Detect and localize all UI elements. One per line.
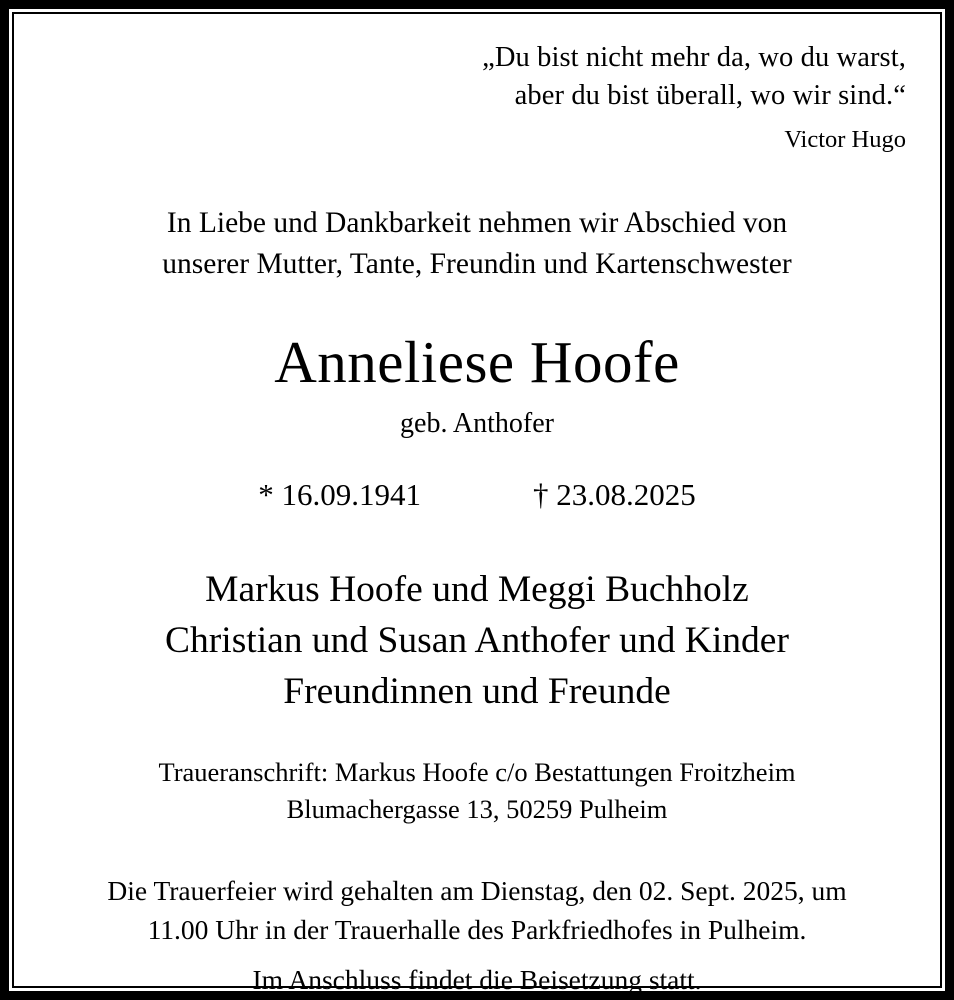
address-line-1: Traueranschrift: Markus Hoofe c/o Bestattungen Froitzheim <box>158 757 796 787</box>
death-date: † 23.08.2025 <box>533 477 696 512</box>
ceremony-line-1: Die Trauerfeier wird gehalten am Dienstag, den 02. Sept. 2025, um <box>107 875 847 906</box>
address-line-2: Blumachergasse 13, 50259 Pulheim <box>286 794 668 824</box>
quote-line-1: „Du bist nicht mehr da, wo du warst, <box>482 42 906 73</box>
mourning-address-block <box>40 754 914 828</box>
survivor-line-1: Markus Hoofe und Meggi Buchholz <box>205 569 749 610</box>
deceased-maiden-name: geb. Anthofer <box>400 408 554 439</box>
deceased-name-block <box>40 328 914 444</box>
birth-date: * 16.09.1941 <box>258 477 421 512</box>
ceremony-details-block <box>40 871 914 999</box>
quote-line-2: aber du bist überall, wo wir sind.“ <box>514 80 906 111</box>
life-dates-block <box>40 474 914 516</box>
intro-line-2: unserer Mutter, Tante, Freundin und Kartenschwester <box>162 248 792 280</box>
intro-block <box>40 203 914 285</box>
quote-author: Victor Hugo <box>784 126 906 153</box>
ceremony-line-3: Im Anschluss findet die Beisetzung statt. <box>252 964 702 995</box>
quote-block <box>40 14 914 158</box>
survivor-line-3: Freundinnen und Freunde <box>283 671 671 712</box>
survivor-line-2: Christian und Susan Anthofer und Kinder <box>165 620 789 661</box>
ceremony-line-2: 11.00 Uhr in der Trauerhalle des Parkfriedhofes in Pulheim. <box>147 914 807 945</box>
deceased-name: Anneliese Hoofe <box>274 329 680 395</box>
intro-line-1: In Liebe und Dankbarkeit nehmen wir Abschied von <box>166 207 788 239</box>
notice-content <box>14 14 940 995</box>
survivors-block <box>40 564 914 717</box>
